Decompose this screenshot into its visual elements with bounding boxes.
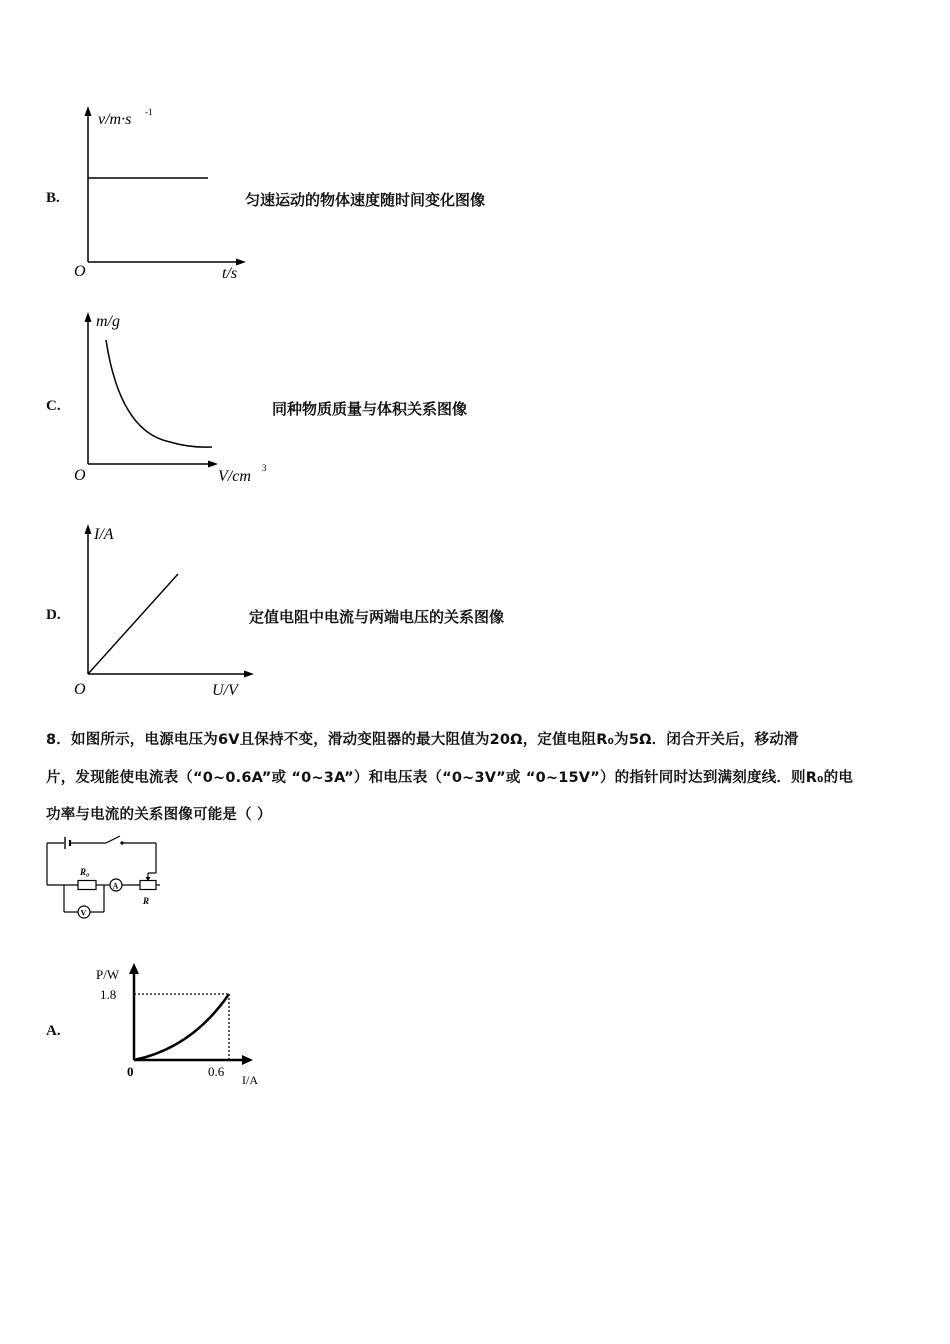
x-axis-label: I/A xyxy=(242,1073,258,1087)
y-axis-arrow xyxy=(85,106,92,116)
r0-label: R₀ xyxy=(80,867,90,877)
question-8-line-3: 功率与电流的关系图像可能是（ ） xyxy=(46,807,272,823)
ammeter-label: A xyxy=(112,881,119,891)
question-8-line-2: 片，发现能使电流表（“0~0.6A”或 “0~3A”）和电压表（“0~3V”或 “0~15V”）的指针同时达到满刻度线．则R₀的电 xyxy=(46,770,854,786)
x-axis-arrow xyxy=(244,671,254,678)
x-axis-sup: 3 xyxy=(262,463,267,473)
y-tick-label: 1.8 xyxy=(100,987,117,1002)
rheostat-label: R xyxy=(143,896,150,906)
option-c-graph xyxy=(66,306,276,491)
y-axis-label: I/A xyxy=(94,526,114,543)
x-axis-label: V/cm xyxy=(218,468,251,485)
x-axis-arrow xyxy=(236,259,246,266)
current-voltage-line xyxy=(88,574,178,674)
y-axis-arrow xyxy=(85,524,92,534)
origin-label: O xyxy=(74,263,86,280)
x-axis-arrow xyxy=(242,1055,253,1065)
y-axis-arrow xyxy=(129,963,139,974)
option-d-graph xyxy=(66,518,266,703)
x-axis-label: U/V xyxy=(212,682,238,699)
mass-volume-curve xyxy=(106,340,212,447)
option-c-letter: C. xyxy=(46,398,61,414)
x-axis-arrow xyxy=(208,461,218,468)
option-d-caption: 定值电阻中电流与两端电压的关系图像 xyxy=(249,608,505,626)
origin-label: O xyxy=(74,681,86,698)
y-axis-sup: -1 xyxy=(145,107,153,117)
option-b-letter: B. xyxy=(46,190,60,206)
x-tick-label: 0.6 xyxy=(208,1064,225,1079)
option-a-graph xyxy=(90,960,270,1090)
y-axis-label: P/W xyxy=(96,967,120,982)
circuit-diagram xyxy=(40,832,170,924)
question-8-line-1: 8．如图所示，电源电压为6V且保持不变，滑动变阻器的最大阻值为20Ω，定值电阻R₀为5Ω．闭合开关后，移动滑 xyxy=(46,732,799,748)
resistor-r0 xyxy=(78,881,96,890)
option-b-caption: 匀速运动的物体速度随时间变化图像 xyxy=(245,191,486,209)
voltmeter-label: V xyxy=(80,908,87,918)
option-a-letter: A. xyxy=(46,1023,61,1039)
y-axis-label: v/m·s xyxy=(98,111,132,128)
origin-label: 0 xyxy=(127,1064,134,1079)
switch-blade xyxy=(106,836,120,843)
option-b-graph xyxy=(66,100,256,285)
option-c-caption: 同种物质质量与体积关系图像 xyxy=(272,400,468,418)
y-axis-label: m/g xyxy=(96,313,120,330)
x-axis-label: t/s xyxy=(222,265,238,282)
option-d-letter: D. xyxy=(46,607,61,623)
rheostat-r xyxy=(140,881,156,890)
origin-label: O xyxy=(74,467,86,484)
y-axis-arrow xyxy=(85,312,92,322)
power-current-curve xyxy=(134,994,229,1060)
